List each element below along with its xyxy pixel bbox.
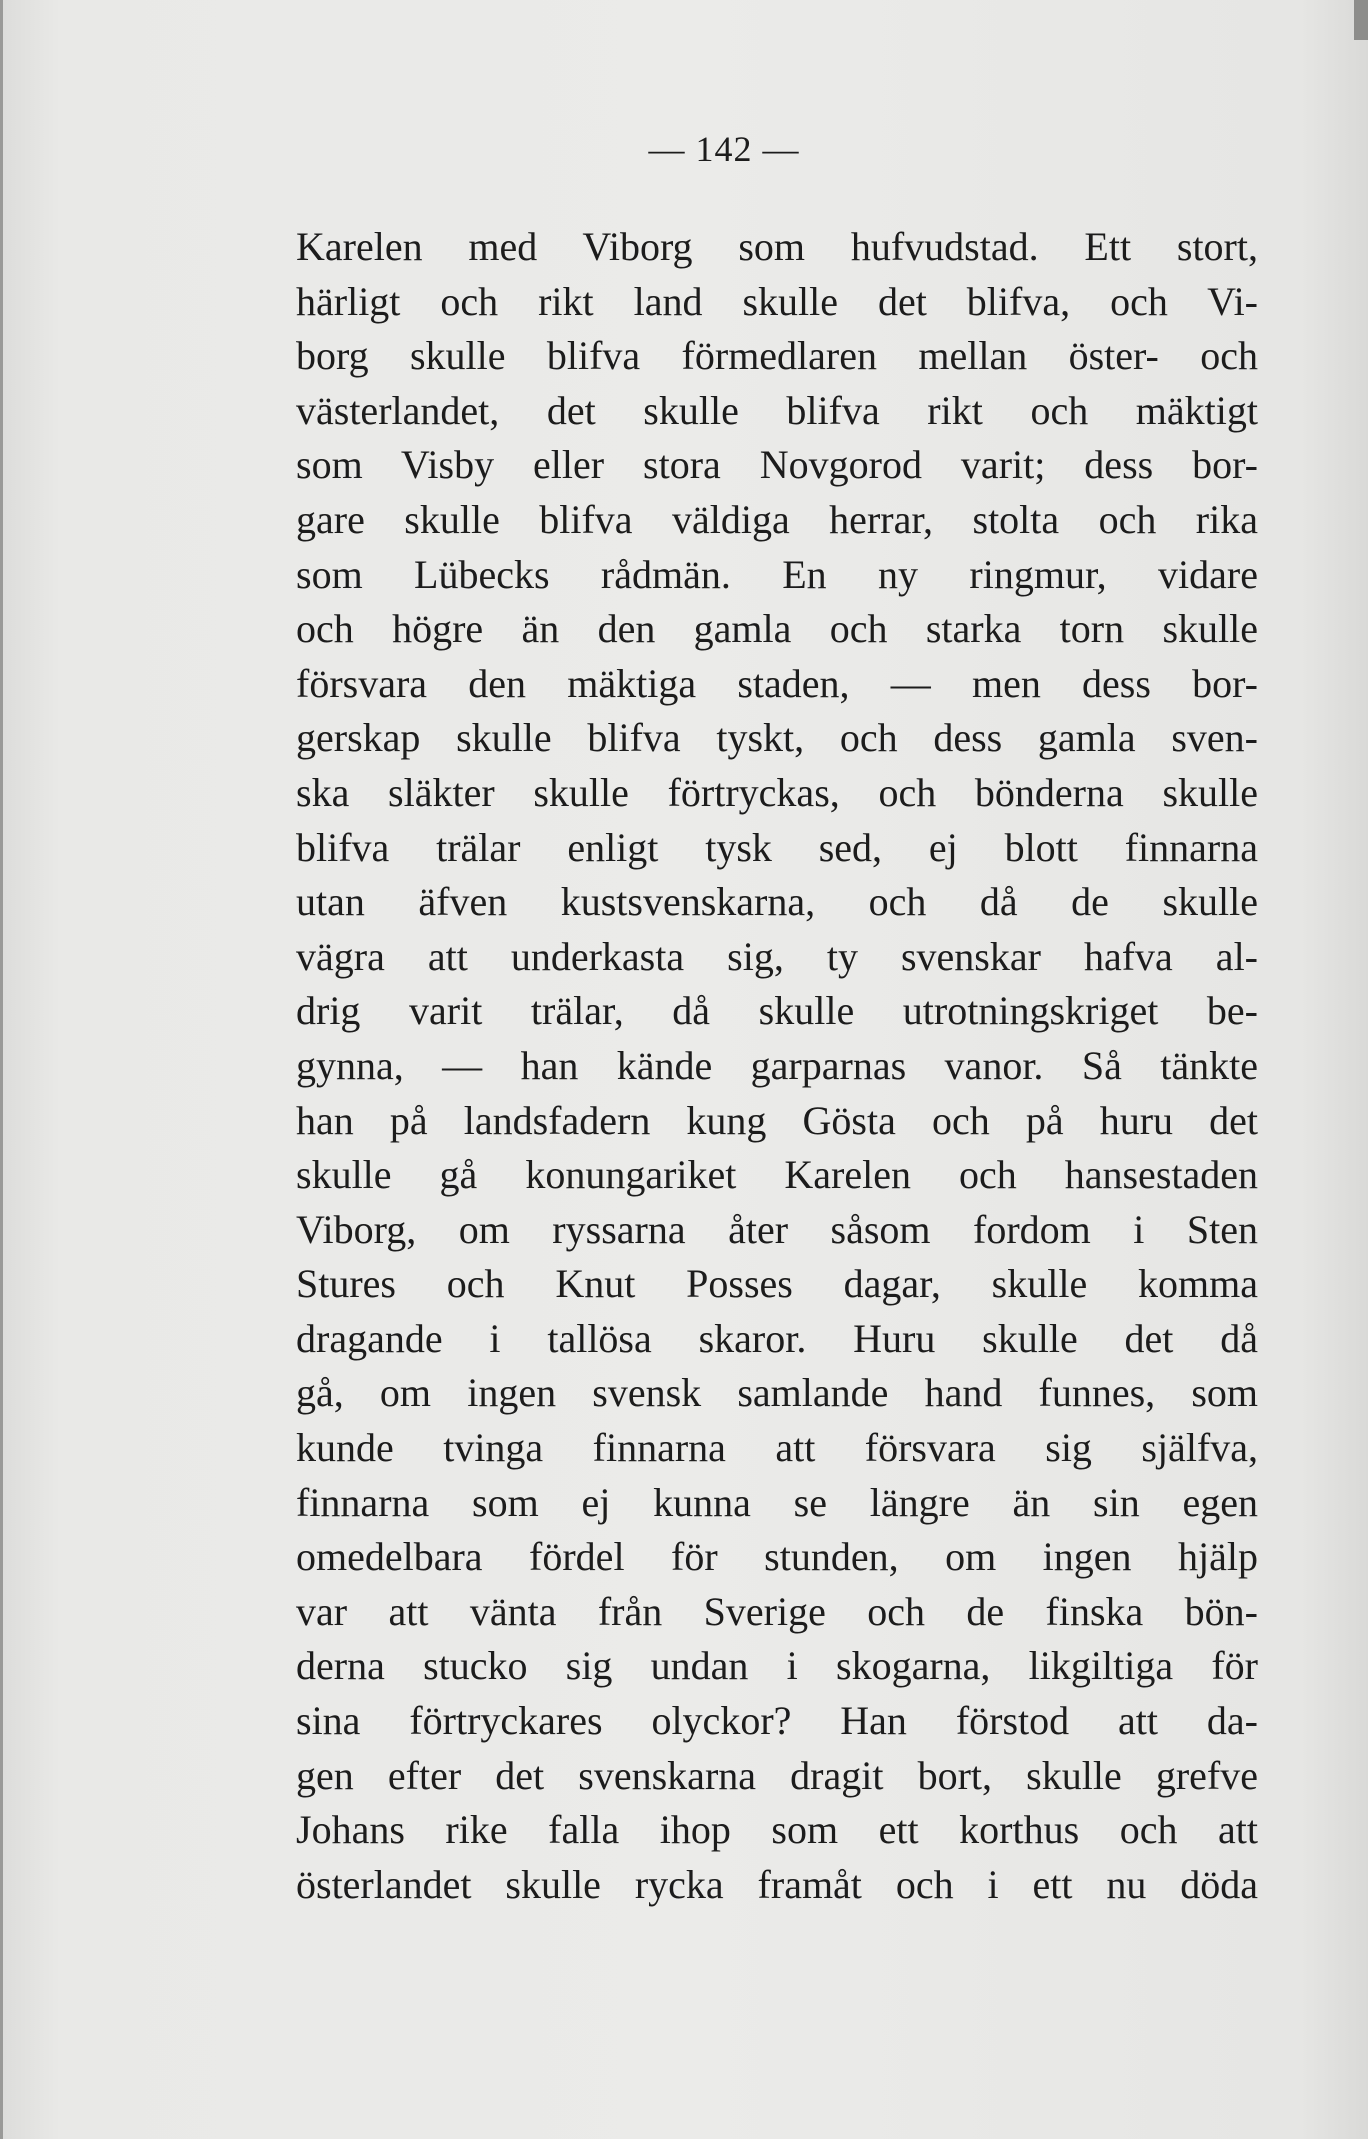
text-line: gerskap skulle blifva tyskt, och dess gamla sven- [296,715,1258,761]
text-line: skulle gå konungariket Karelen och hansestaden [296,1152,1258,1198]
text-line: gå, om ingen svensk samlande hand funnes, som [296,1370,1258,1416]
page-left-edge [0,0,3,2139]
body-text [296,220,1258,1912]
text-line: utan äfven kustsvenskarna, och då de skulle [296,879,1258,925]
text-line: ska släkter skulle förtryckas, och bönderna skulle [296,769,1258,815]
page-number: — 142 — [648,129,800,169]
text-line: österlandet skulle rycka framåt och i ett nu döda [296,1861,1258,1907]
text-line: försvara den mäktiga staden, — men dess bor- [296,660,1258,706]
text-line: dragande i tallösa skaror. Huru skulle det då [296,1315,1258,1361]
text-line: han på landsfadern kung Gösta och på huru det [296,1097,1258,1143]
text-line: västerlandet, det skulle blifva rikt och mäktigt [296,387,1258,433]
text-line: Stures och Knut Posses dagar, skulle komma [296,1261,1258,1307]
text-line: gare skulle blifva väldiga herrar, stolta och rika [296,496,1258,542]
text-line: blifva trälar enligt tysk sed, ej blott finnarna [296,824,1258,870]
text-line: gynna, — han kände garparnas vanor. Så tänkte [296,1042,1258,1088]
text-line: gen efter det svenskarna dragit bort, skulle grefve [296,1752,1258,1798]
text-line: omedelbara fördel för stunden, om ingen hjälp [296,1534,1258,1580]
text-line: sina förtryckares olyckor? Han förstod att da- [296,1698,1258,1744]
text-line: som Visby eller stora Novgorod varit; dess bor- [296,442,1258,488]
text-line: härligt och rikt land skulle det blifva, och Vi- [296,278,1258,324]
text-line: derna stucko sig undan i skogarna, likgiltiga för [296,1643,1258,1689]
text-line: finnarna som ej kunna se längre än sin egen [296,1479,1258,1525]
text-line: Johans rike falla ihop som ett korthus och att [296,1807,1258,1853]
text-line: drig varit trälar, då skulle utrotningskriget be- [296,988,1258,1034]
text-line: som Lübecks rådmän. En ny ringmur, vidare [296,551,1258,597]
text-line: var att vänta från Sverige och de finska bön- [296,1588,1258,1634]
text-line: borg skulle blifva förmedlaren mellan öster- och [296,333,1258,379]
page-corner-shadow [1354,0,1368,40]
text-line: kunde tvinga finnarna att försvara sig själfva, [296,1425,1258,1471]
text-line: vägra att underkasta sig, ty svenskar hafva al- [296,933,1258,979]
text-line: och högre än den gamla och starka torn skulle [296,606,1258,652]
text-line: Viborg, om ryssarna åter såsom fordom i Sten [296,1206,1258,1252]
text-line: Karelen med Viborg som hufvudstad. Ett stort, [296,224,1258,269]
